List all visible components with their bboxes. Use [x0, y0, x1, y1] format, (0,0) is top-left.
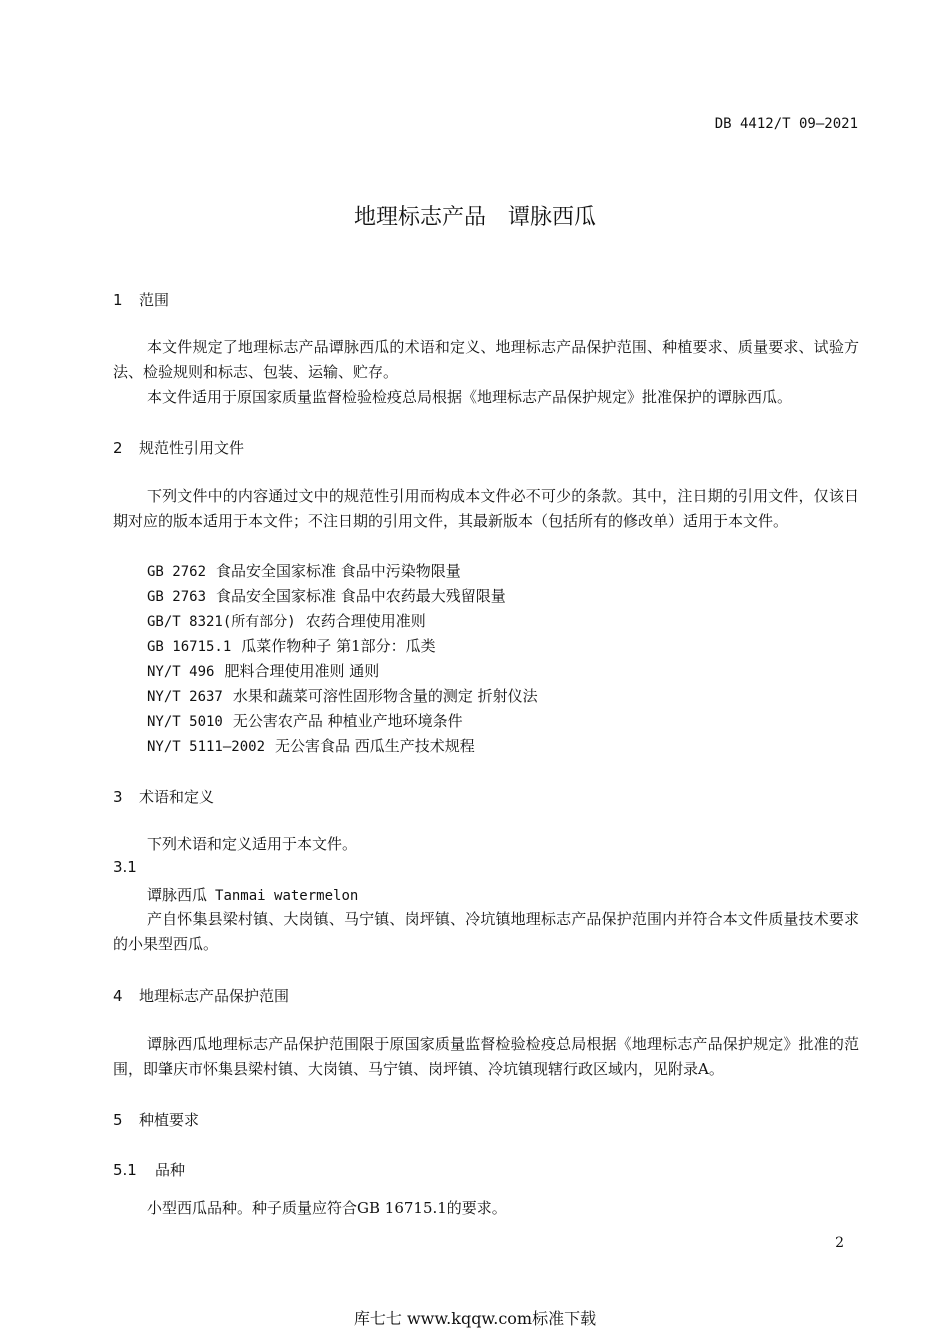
reference-title: 无公害农产品 种植业产地环境条件 — [232, 712, 463, 730]
reference-item — [147, 559, 461, 585]
section-title: 范围 — [139, 291, 170, 309]
reference-title: 食品安全国家标准 食品中农药最大残留限量 — [216, 587, 506, 605]
section-title: 种植要求 — [139, 1111, 200, 1129]
term-name-chinese: 谭脉西瓜 — [147, 886, 208, 904]
reference-item — [147, 584, 506, 610]
reference-item — [147, 659, 379, 685]
section-number: 5 — [113, 1111, 123, 1129]
section-2-intro: 下列文件中的内容通过文中的规范性引用而构成本文件必不可少的条款。其中，注日期的引用文件，仅该日期对应的版本适用于本文件；不注日期的引用文件，其最新版本（包括所有的修改单）适用于本文件。 — [113, 487, 859, 530]
page-number: 2 — [835, 1235, 844, 1251]
reference-code: GB 2762 — [147, 564, 207, 580]
reference-code: NY/T 5111—2002 — [147, 739, 266, 755]
term-number: 3.1 — [113, 858, 137, 876]
reference-title: 水果和蔬菜可溶性固形物含量的测定 折射仪法 — [232, 687, 538, 705]
subsection-title: 品种 — [155, 1161, 186, 1179]
section-title: 规范性引用文件 — [139, 439, 245, 457]
footer-watermark: 库七七 www.kqqw.com标准下载 — [353, 1309, 597, 1328]
document-title: 地理标志产品 谭脉西瓜 — [353, 205, 596, 230]
reference-code: GB 16715.1 — [147, 639, 232, 655]
reference-title: 肥料合理使用准则 通则 — [224, 662, 380, 680]
reference-code: NY/T 496 — [147, 664, 215, 680]
reference-title: 食品安全国家标准 食品中污染物限量 — [216, 562, 461, 580]
section-3-intro: 下列术语和定义适用于本文件。 — [147, 835, 358, 853]
reference-code: NY/T 5010 — [147, 714, 223, 730]
section-5-heading — [113, 1109, 199, 1130]
standard-code: DB 4412/T 09—2021 — [714, 116, 858, 132]
reference-title: 瓜菜作物种子 第1部分：瓜类 — [241, 637, 436, 655]
section-title: 地理标志产品保护范围 — [139, 987, 290, 1005]
term-name — [147, 884, 358, 905]
subsection-number: 5.1 — [113, 1161, 137, 1179]
reference-item — [147, 609, 426, 635]
section-number: 2 — [113, 439, 123, 457]
subsection-5-1-paragraph: 小型西瓜品种。种子质量应符合GB 16715.1的要求。 — [147, 1199, 507, 1217]
reference-code: GB 2763 — [147, 589, 207, 605]
section-4-heading — [113, 985, 289, 1006]
reference-code: GB/T 8321(所有部分) — [147, 614, 296, 630]
term-definition: 产自怀集县梁村镇、大岗镇、马宁镇、岗坪镇、冷坑镇地理标志产品保护范围内并符合本文件质量技术要求的小果型西瓜。 — [113, 910, 859, 953]
section-1-paragraph-1: 本文件规定了地理标志产品谭脉西瓜的术语和定义、地理标志产品保护范围、种植要求、质量要求、试验方法、检验规则和标志、包装、运输、贮存。 — [113, 338, 859, 381]
reference-title: 无公害食品 西瓜生产技术规程 — [275, 737, 475, 755]
section-number: 4 — [113, 987, 123, 1005]
reference-code: NY/T 2637 — [147, 689, 223, 705]
reference-item — [147, 634, 436, 660]
reference-item — [147, 709, 463, 735]
subsection-5-1-heading — [113, 1159, 185, 1180]
section-3-heading — [113, 786, 214, 807]
reference-item — [147, 684, 538, 710]
reference-title: 农药合理使用准则 — [305, 612, 426, 630]
term-name-english: Tanmai watermelon — [215, 888, 359, 904]
section-1-paragraph-2: 本文件适用于原国家质量监督检验检疫总局根据《地理标志产品保护规定》批准保护的谭脉西瓜。 — [147, 388, 793, 406]
section-number: 1 — [113, 291, 123, 309]
section-2-heading — [113, 437, 244, 458]
section-1-heading — [113, 289, 169, 310]
reference-item — [147, 734, 475, 760]
section-4-paragraph: 谭脉西瓜地理标志产品保护范围限于原国家质量监督检验检疫总局根据《地理标志产品保护规定》批准的范围，即肇庆市怀集县梁村镇、大岗镇、马宁镇、岗坪镇、冷坑镇现辖行政区域内，见附录A。 — [113, 1035, 859, 1078]
section-title: 术语和定义 — [139, 788, 215, 806]
section-number: 3 — [113, 788, 123, 806]
